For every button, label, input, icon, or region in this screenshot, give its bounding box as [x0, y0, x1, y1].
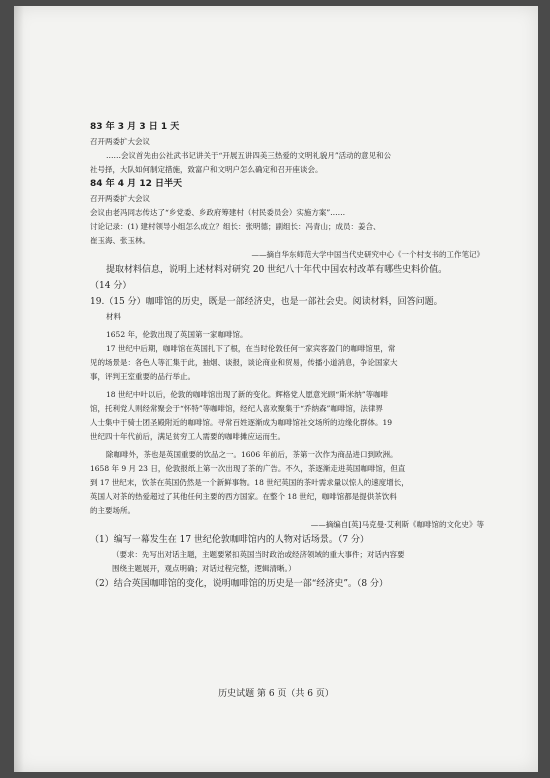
- source-citation: ——摘自华东师范大学中国当代史研究中心《一个村支书的工作笔记》: [251, 250, 484, 259]
- material-line: 的主要场所。: [90, 506, 135, 515]
- sub-question-1-requirement: 围绕主题展开，观点明确；对话过程完整，逻辑清晰。）: [112, 564, 296, 573]
- material-line: 事，评判王室重要的品行举止。: [90, 372, 195, 381]
- entry-line: 召开两委扩大会议: [90, 137, 150, 146]
- material-line: 人士集中于骑士团圣殿附近的咖啡馆。寻常百姓逐渐成为咖啡馆社交场所的边缘化群体。19: [90, 418, 393, 427]
- question-18-text: 提取材料信息，说明上述材料对研究 20 世纪八十年代中国农村改革有哪些史料价值。: [106, 265, 448, 275]
- material-line: 英国人对茶的热爱超过了其他任何主要的西方国家。在整个 18 世纪，咖啡馆都是提供茶饮料: [90, 492, 397, 501]
- question-18-points: （14 分）: [90, 281, 132, 291]
- entry-line: 讨论记录：(1) 建村领导小组怎么成立？组长：张明德；副组长：冯青山；成员：姜合、: [90, 222, 381, 231]
- entry-line: 召开两委扩大会议: [90, 194, 150, 203]
- entry-heading: 84 年 4 月 12 日半天: [90, 179, 182, 189]
- material-line: 1652 年，伦敦出现了英国第一家咖啡馆。: [106, 330, 248, 339]
- scan-shadow: [14, 6, 24, 772]
- source-citation: ——摘编自[英]马克曼·艾利斯《咖啡馆的文化史》等: [310, 520, 484, 529]
- material-line: 18 世纪中叶以后，伦敦的咖啡馆出现了新的变化。辉格党人愿意光顾“斯米纳”等咖啡: [106, 390, 389, 399]
- sub-question-1-requirement: （要求：先写出对话主题，主题要紧扣英国当时政治或经济领域的重大事件；对话内容要: [112, 550, 405, 559]
- exam-page: [14, 6, 538, 772]
- sub-question-2: （2）结合英国咖啡馆的变化，说明咖啡馆的历史是一部“经济史”。（8 分）: [90, 579, 389, 589]
- material-line: 到 17 世纪末，饮茶在英国仍然是一个新鲜事物。18 世纪英国的茶叶需求量以惊人的速度增长，: [90, 478, 409, 487]
- question-19-heading: 19.（15 分）咖啡馆的历史，既是一部经济史，也是一部社会史。阅读材料，回答问题。: [90, 297, 443, 307]
- page-content: [90, 120, 490, 592]
- entry-line: 会议由老冯同志传达了“乡党委、乡政府筹建村（村民委员会）实施方案”……: [90, 208, 346, 217]
- material-line: 世纪四十年代前后，满足贫穷工人需要的咖啡摊应运而生。: [90, 432, 285, 441]
- material-label: 材料: [106, 312, 121, 321]
- material-line: 馆，托利党人则经常聚会于“怀特”等咖啡馆，经纪人喜欢聚集于“乔纳森”咖啡馆，法律界: [90, 404, 383, 413]
- sub-question-1: （1）编写一幕发生在 17 世纪伦敦咖啡馆内的人物对话场景。（7 分）: [90, 535, 369, 545]
- entry-line: ……会议首先由公社武书记讲关于“开展五讲四美三热爱的文明礼貌月”活动的意见和公: [106, 151, 392, 160]
- page-footer: 历史试题 第 6 页（共 6 页）: [218, 689, 334, 699]
- material-line: 1658 年 9 月 23 日，伦敦报纸上第一次出现了茶的广告。不久，茶逐渐走进英国咖啡馆，但直: [90, 464, 406, 473]
- material-line: 17 世纪中后期，咖啡馆在英国扎下了根，在当时伦敦任何一家宾客盈门的咖啡馆里，常: [106, 344, 396, 353]
- entry-heading: 83 年 3 月 3 日 1 天: [90, 122, 180, 132]
- entry-line: 社号择，大队如何制定措施，致富户和文明户怎么确定和召开座谈会。: [90, 165, 323, 174]
- material-line: 见的场景是：各色人等汇集于此，抽烟、谈报，谈论商业和贸易，传播小道消息，争论国家大: [90, 358, 398, 367]
- material-line: 除咖啡外，茶也是英国重要的饮品之一。1606 年前后，茶第一次作为商品进口到欧洲。: [106, 450, 398, 459]
- entry-line: 崔玉海、张玉林。: [90, 236, 150, 245]
